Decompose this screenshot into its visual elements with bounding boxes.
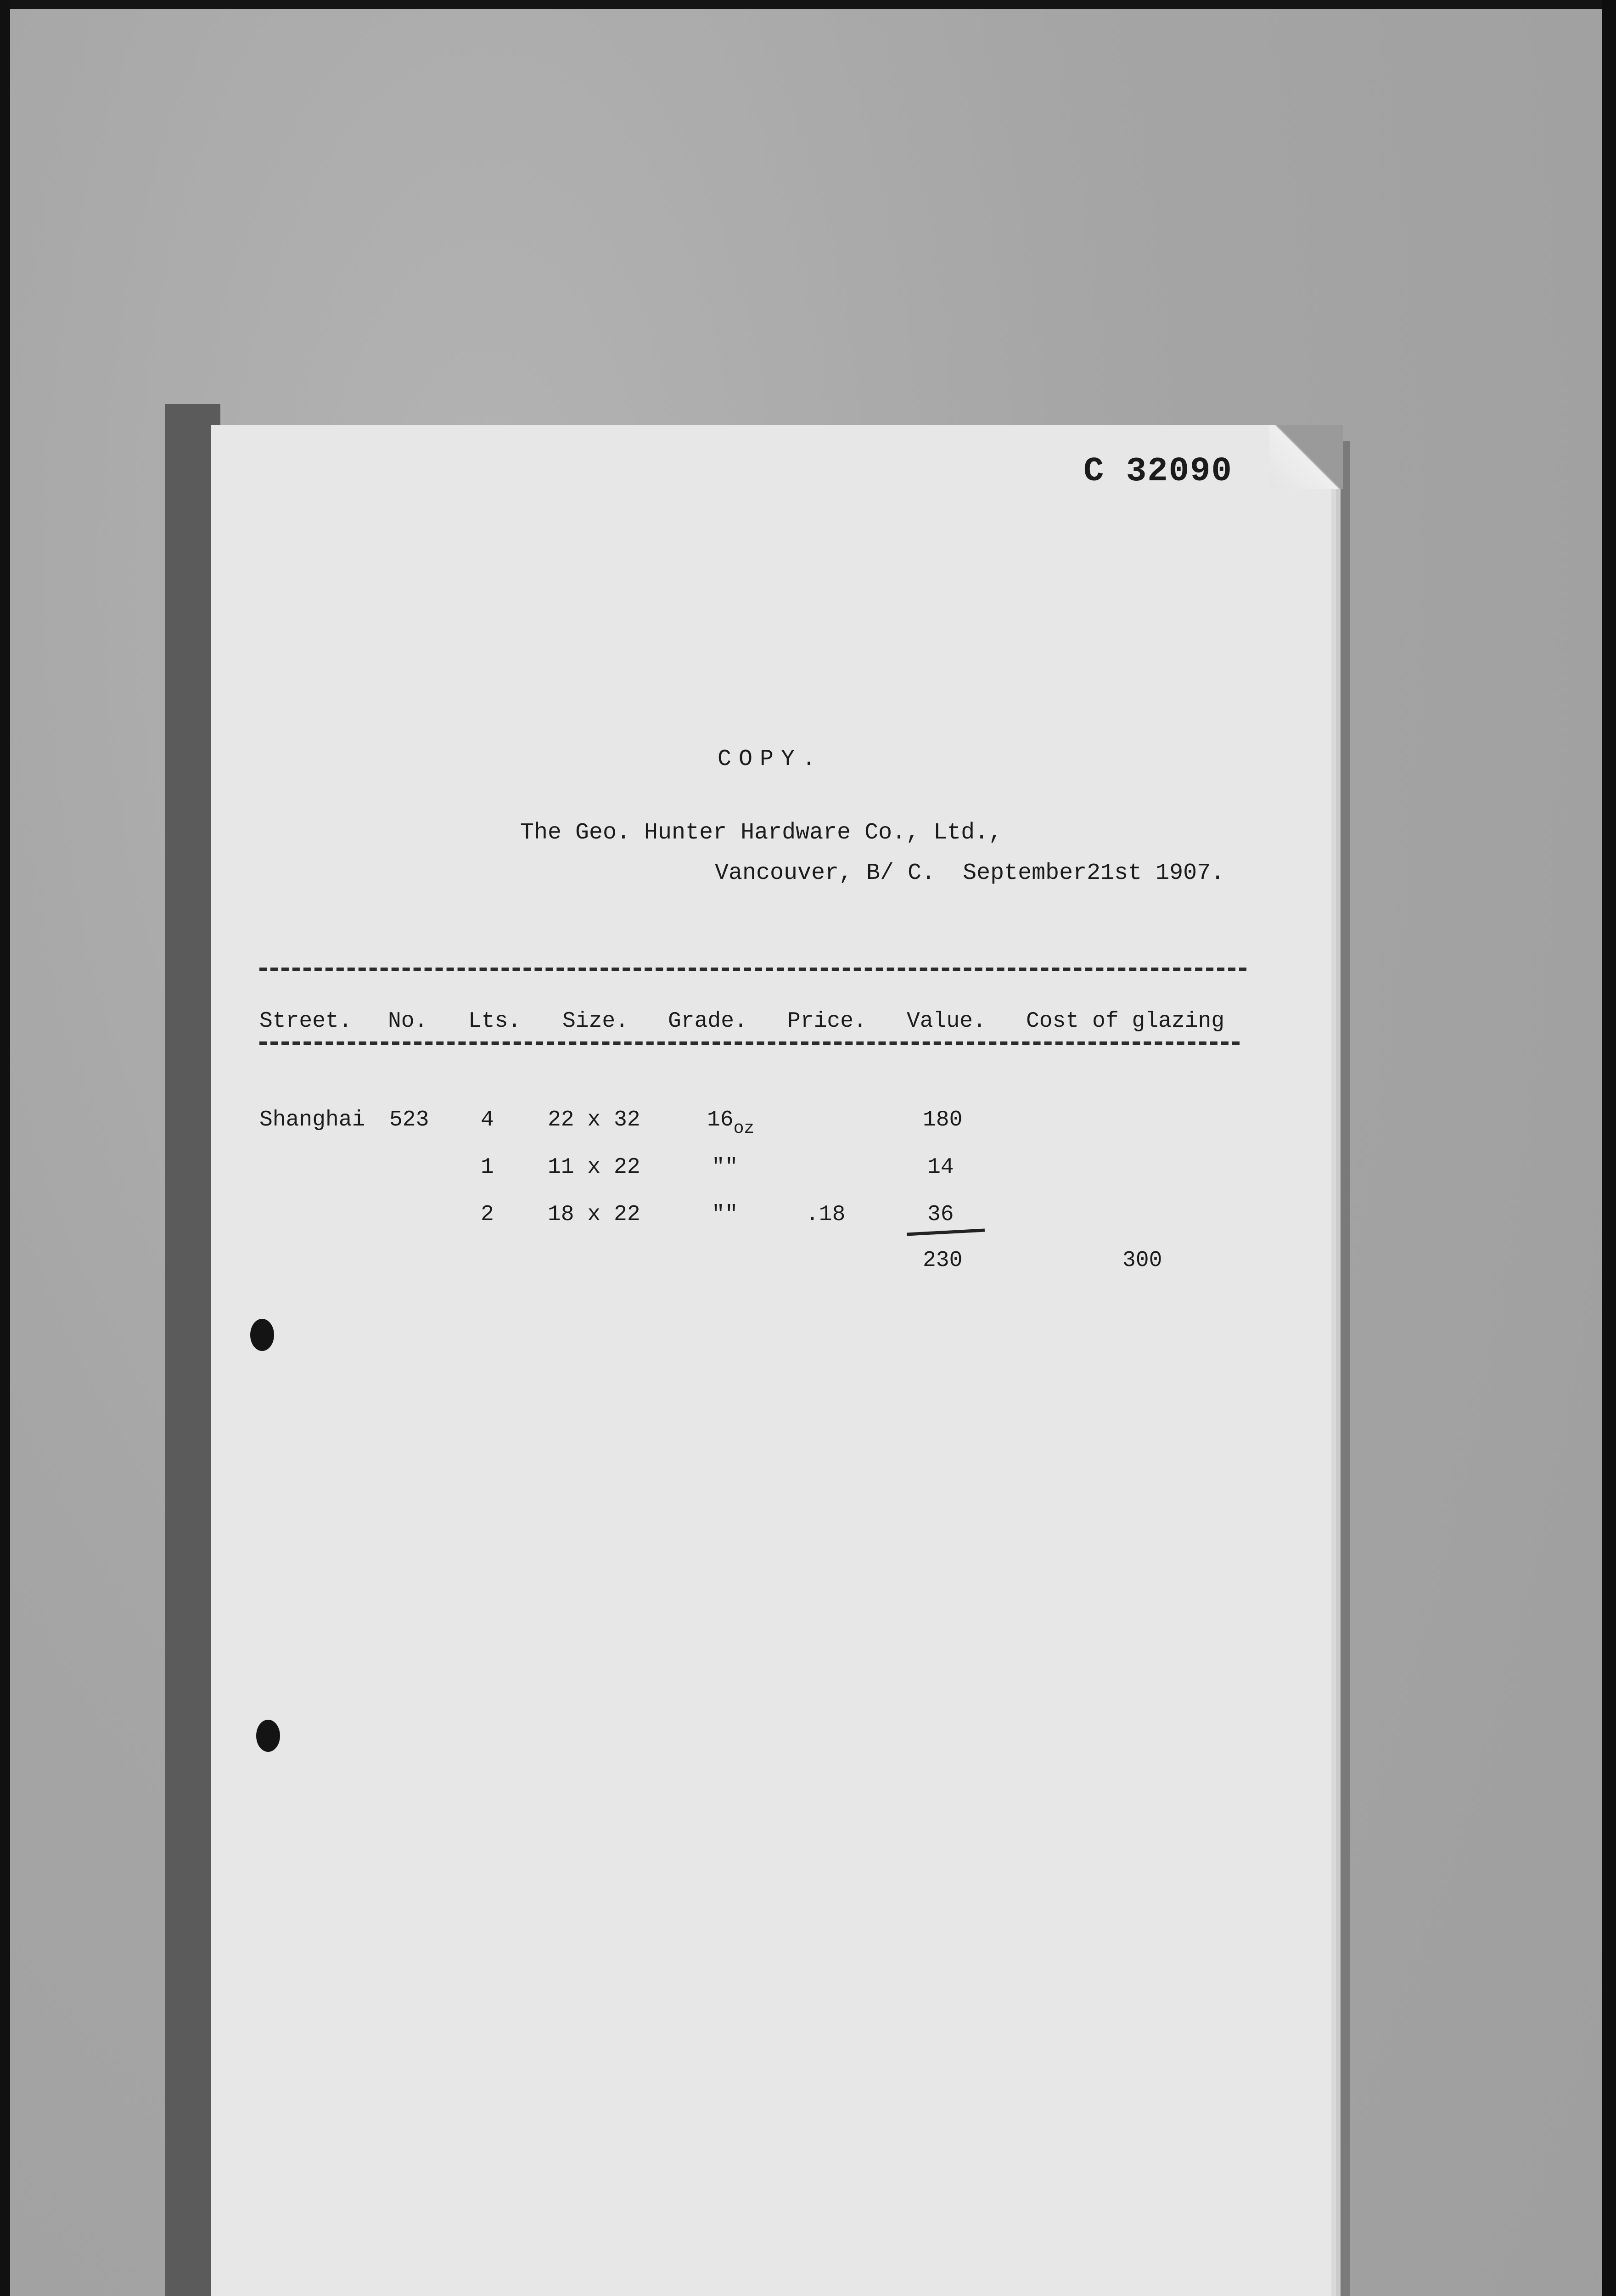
total-value: 230 [923,1248,963,1273]
cell-value: 14 [927,1155,954,1180]
punch-hole [256,1720,280,1752]
cell-price: .18 [806,1202,846,1227]
cell-grade: "" [712,1202,738,1227]
cell-value: 36 [927,1202,954,1227]
cell-size: 18 x 22 [548,1202,640,1227]
cell-size: 22 x 32 [548,1108,640,1132]
cell-lts: 4 [481,1108,494,1132]
film-border-left [0,0,10,2296]
header-grade: Grade. [668,1009,747,1034]
punch-hole [250,1319,274,1351]
cell-value: 180 [923,1108,963,1132]
film-border-right [1602,0,1616,2296]
header-price: Price. [787,1009,867,1034]
place-and-date: Vancouver, B/ C. September21st 1907. [715,860,1225,886]
header-lts: Lts. [468,1009,522,1034]
folded-corner [1269,425,1343,489]
cell-no: 523 [389,1108,429,1132]
cell-grade: "" [712,1155,738,1180]
cell-grade: $16_{oz}$ [707,1108,755,1138]
divider-bottom [259,1041,1240,1045]
total-cost-of-glazing: 300 [1122,1248,1162,1273]
cell-lts: 1 [481,1155,494,1180]
cell-lts: 2 [481,1202,494,1227]
reference-number: C 32090 [1083,452,1233,491]
copy-heading: COPY. [718,746,824,772]
header-no: No. [388,1009,428,1034]
company-name: The Geo. Hunter Hardware Co., Ltd., [520,820,1003,846]
divider-top [259,968,1246,971]
cell-size: 11 x 22 [548,1155,640,1180]
header-size: Size. [562,1009,629,1034]
film-border-top [0,0,1616,9]
cell-street: Shanghai [259,1108,365,1132]
grade-unit: oz [733,1119,755,1138]
header-value: Value. [907,1009,986,1034]
document-sheet [211,425,1331,2296]
header-cost-of-glazing: Cost of glazing [1026,1009,1225,1034]
header-street: Street. [259,1009,352,1034]
